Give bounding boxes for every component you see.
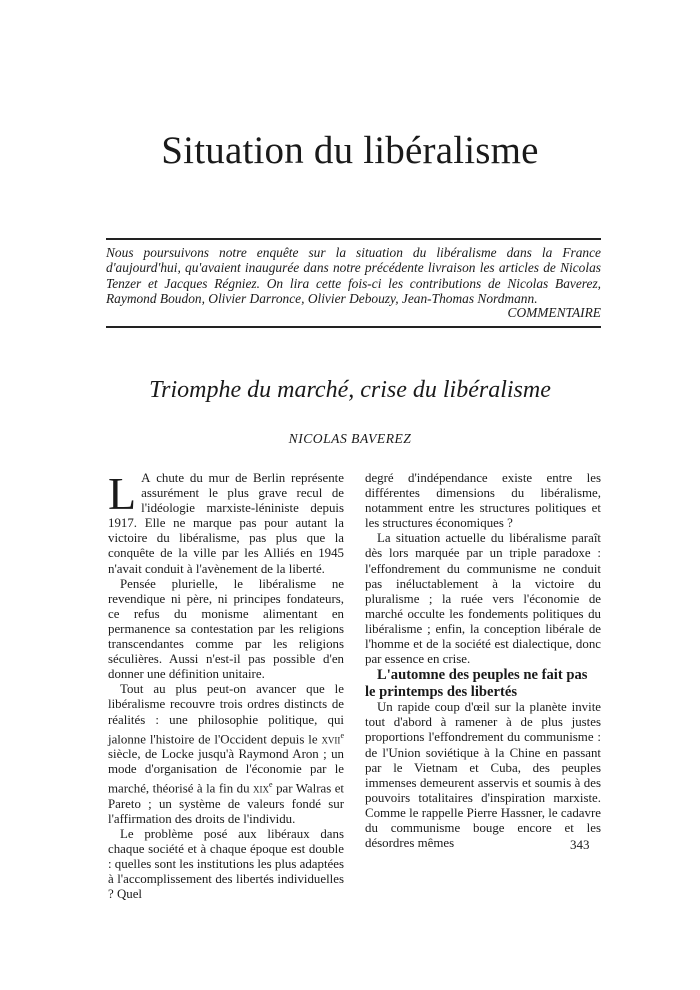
intro-signature: COMMENTAIRE <box>507 305 601 320</box>
page-number: 343 <box>570 837 590 852</box>
paragraph: Un rapide coup d'œil sur la planète invite tout d'abord à ramener à de plus justes proportions l'effondrement du communisme : de l'Union soviétique à la Chine en passant par le Vietnam et Cuba, des peuples immenses demeurent asservis et soumis à des pouvoirs totalitaires d'inspiration marxiste. Comme le rappelle Pierre Hassner, le cadavre du communisme bouge encore et les désordres mêmes <box>365 700 601 851</box>
paragraph: degré d'indépendance existe entre les différentes dimensions du libéralisme, notamment entre les structures politiques et les structures économiques ? <box>365 471 601 531</box>
page-title: Situation du libéralisme <box>161 129 539 172</box>
lead-letter: A <box>141 471 151 485</box>
paragraph: L A chute du mur de Berlin représente assurément le plus grave recul de l'idéologie marxiste-léniniste depuis 1917. Elle ne marque pas pour autant la victoire du libéralisme, pas plus que la conquête de la ville par les Alliés en 1945 n'avait conduit à l'avènement de la liberté. <box>108 468 344 576</box>
century-numeral: xix <box>253 781 270 796</box>
paragraph: Pensée plurielle, le libéralisme ne revendique ni père, ni principes fondateurs, ce refus du monisme alimentant en permanence sa contestation par les religions transcendantes comme par les religions séculières. Aussi n'est-il pas possible d'en donner une définition unitaire. <box>108 576 344 682</box>
drop-cap: L <box>108 468 137 519</box>
section-heading: L'automne des peuples ne fait pas le printemps des libertés <box>365 667 588 700</box>
article-author: NICOLAS BAVEREZ <box>288 431 412 446</box>
top-rule <box>106 238 601 240</box>
intro-text: Nous poursuivons notre enquête sur la situation du libéralisme dans la France d'aujourd'hui, qu'avaient inaugurée dans notre précédente livraison les articles de Nicolas Tenzer et Jacques Régniez. On lira cette fois-ci les contributions de Nicolas Baverez, Raymond Boudon, Olivier Darronce, Olivier Debouzy, Jean-Thomas Nordmann. <box>106 245 601 307</box>
century-numeral: xvii <box>321 731 341 746</box>
article-title: Triomphe du marché, crise du libéralisme <box>149 377 551 403</box>
paragraph: Tout au plus peut-on avancer que le libéralisme recouvre trois ordres distincts de réalités : une philosophie politique, qui jalonne l'histoire de l'Occident depuis le xvii$^e$ siècle, de Locke jusqu'à Raymond Aron ; un mode d'organisation de l'économie par le marché, théorisé à la fin du xix$^e$ par Walras et Pareto ; un système de valeurs fondé sur l'affirmation des droits de l'individu. <box>108 682 345 826</box>
bottom-rule <box>106 326 601 328</box>
paragraph: La situation actuelle du libéralisme paraît dès lors marquée par un triple paradoxe : l'effondrement du communisme ne conduit pas inéluctablement à la victoire du pluralisme ; la ruée vers l'économie de marché occulte les fondements politiques du libéralisme ; enfin, la conception libérale de l'homme et de la société est dialectique, donc par essence en crise. <box>365 531 601 667</box>
left-column <box>108 468 345 902</box>
paragraph: Le problème posé aux libéraux dans chaque société et à chaque époque est double : quelles sont les institutions les plus adaptées à l'accomplissement des libertés individuelles ? Quel <box>108 826 344 902</box>
right-column <box>365 471 601 851</box>
